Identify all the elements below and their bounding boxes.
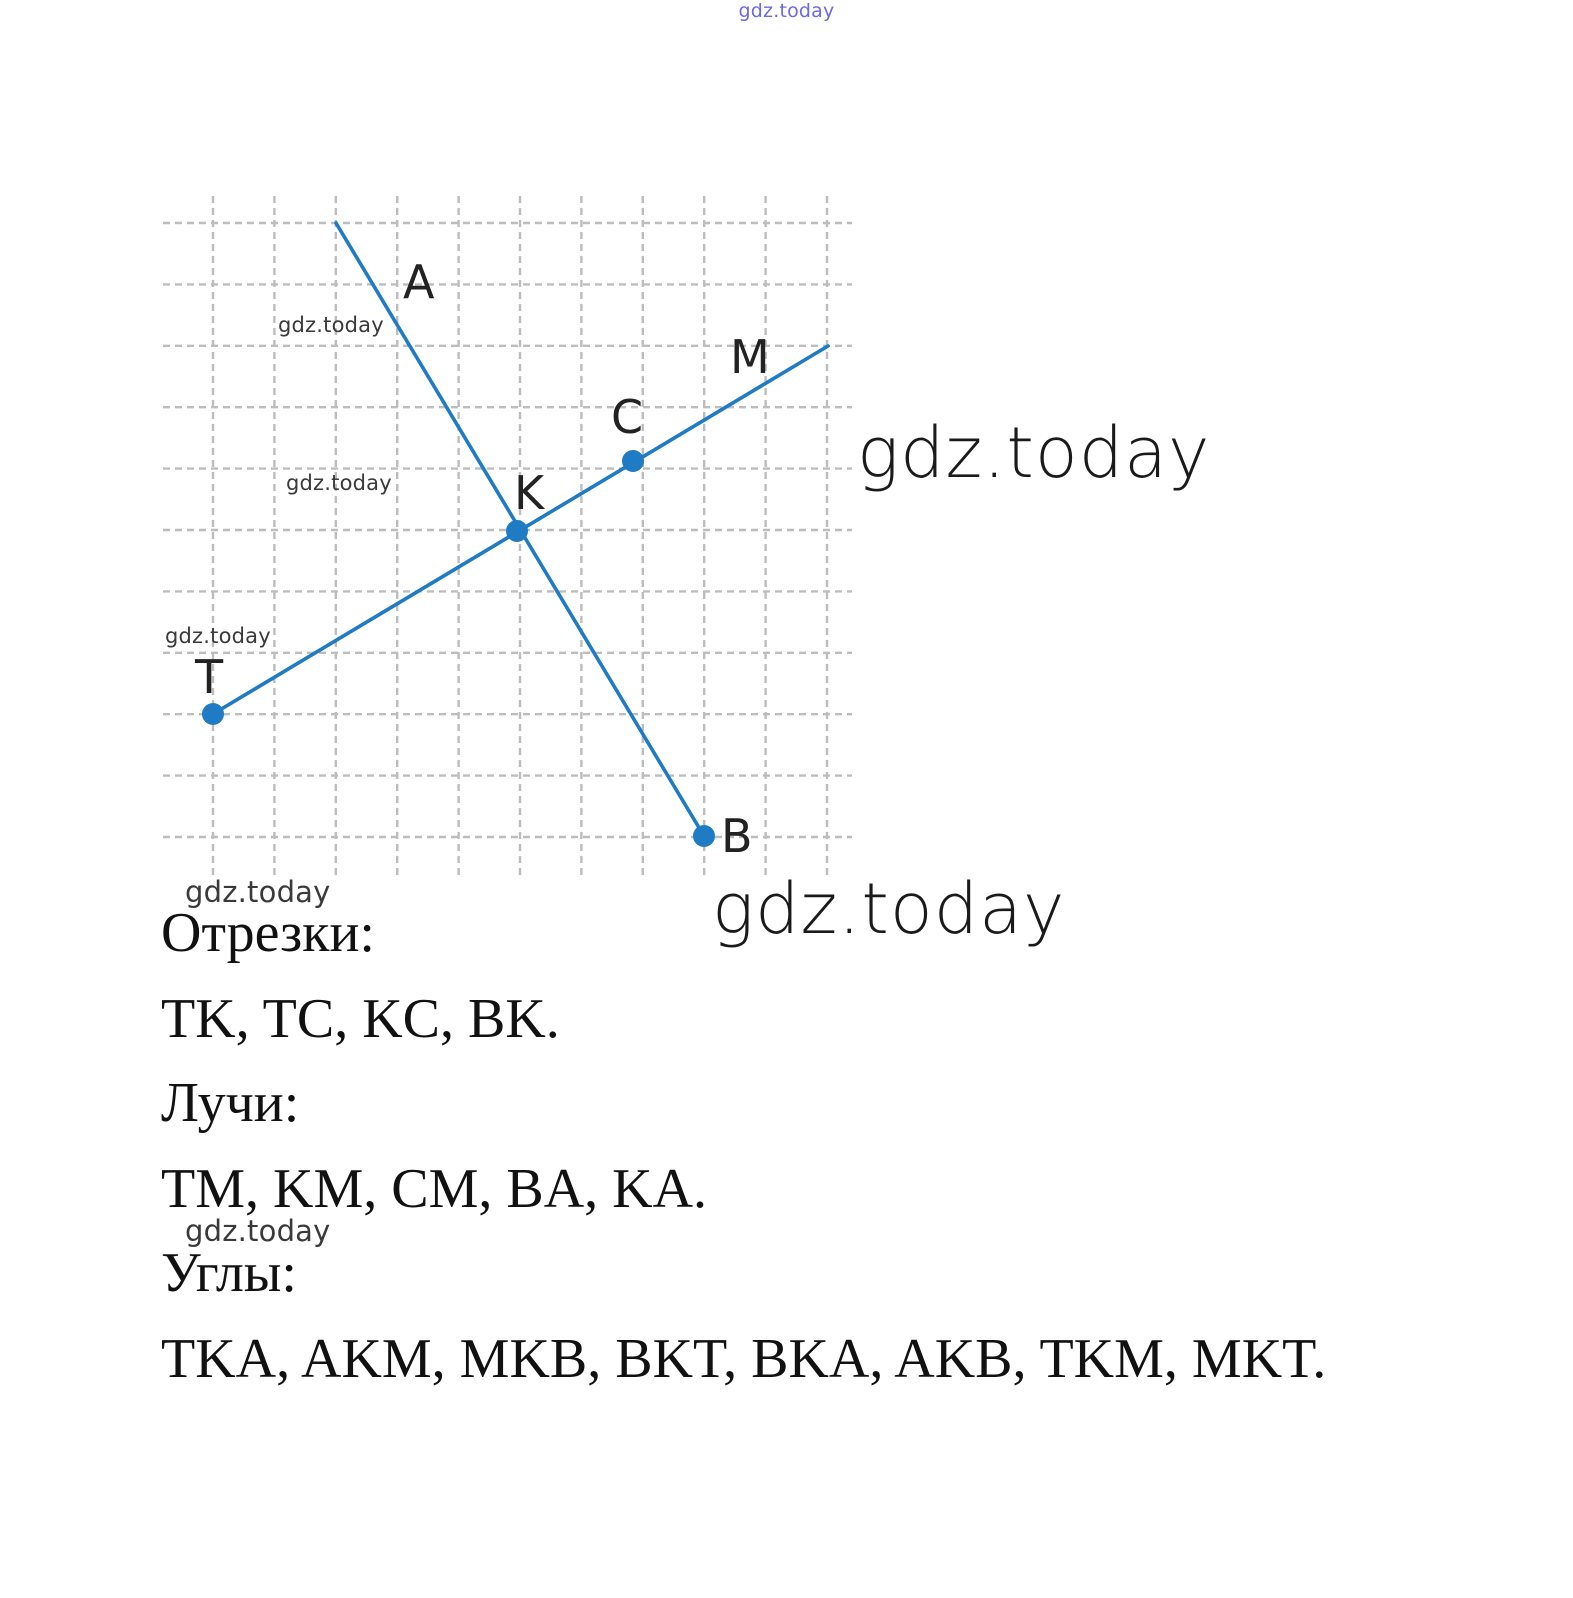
watermark-answers-2: gdz.today bbox=[185, 1214, 331, 1248]
label-a: A bbox=[403, 255, 435, 309]
watermark-large-2: gdz.today bbox=[712, 868, 1066, 950]
point-t bbox=[202, 703, 224, 725]
rays-heading: Лучи: bbox=[161, 1072, 300, 1134]
point-c bbox=[622, 450, 644, 472]
watermark-large-1: gdz.today bbox=[857, 412, 1211, 494]
label-b: B bbox=[721, 809, 753, 863]
label-c: C bbox=[611, 390, 644, 444]
segments-list: TK, TC, KC, BK. bbox=[161, 988, 560, 1050]
angles-list: TKA, AKM, MKB, BKT, BKA, AKB, TKM, MKT. bbox=[161, 1328, 1327, 1390]
label-m: M bbox=[730, 330, 770, 384]
watermark-figure-3: gdz.today bbox=[165, 624, 271, 648]
watermark-figure-2: gdz.today bbox=[286, 471, 392, 495]
watermark-answers-1: gdz.today bbox=[185, 875, 331, 909]
rays-list: TM, KM, CM, BA, KA. bbox=[161, 1158, 708, 1220]
point-b bbox=[693, 825, 715, 847]
segments-heading: Отрезки: bbox=[161, 902, 375, 964]
angles-heading: Углы: bbox=[161, 1242, 297, 1304]
label-k: K bbox=[514, 466, 545, 520]
watermark-figure-1: gdz.today bbox=[278, 313, 384, 337]
watermark-top: gdz.today bbox=[738, 0, 835, 22]
point-k bbox=[506, 520, 528, 542]
label-t: T bbox=[195, 650, 224, 704]
